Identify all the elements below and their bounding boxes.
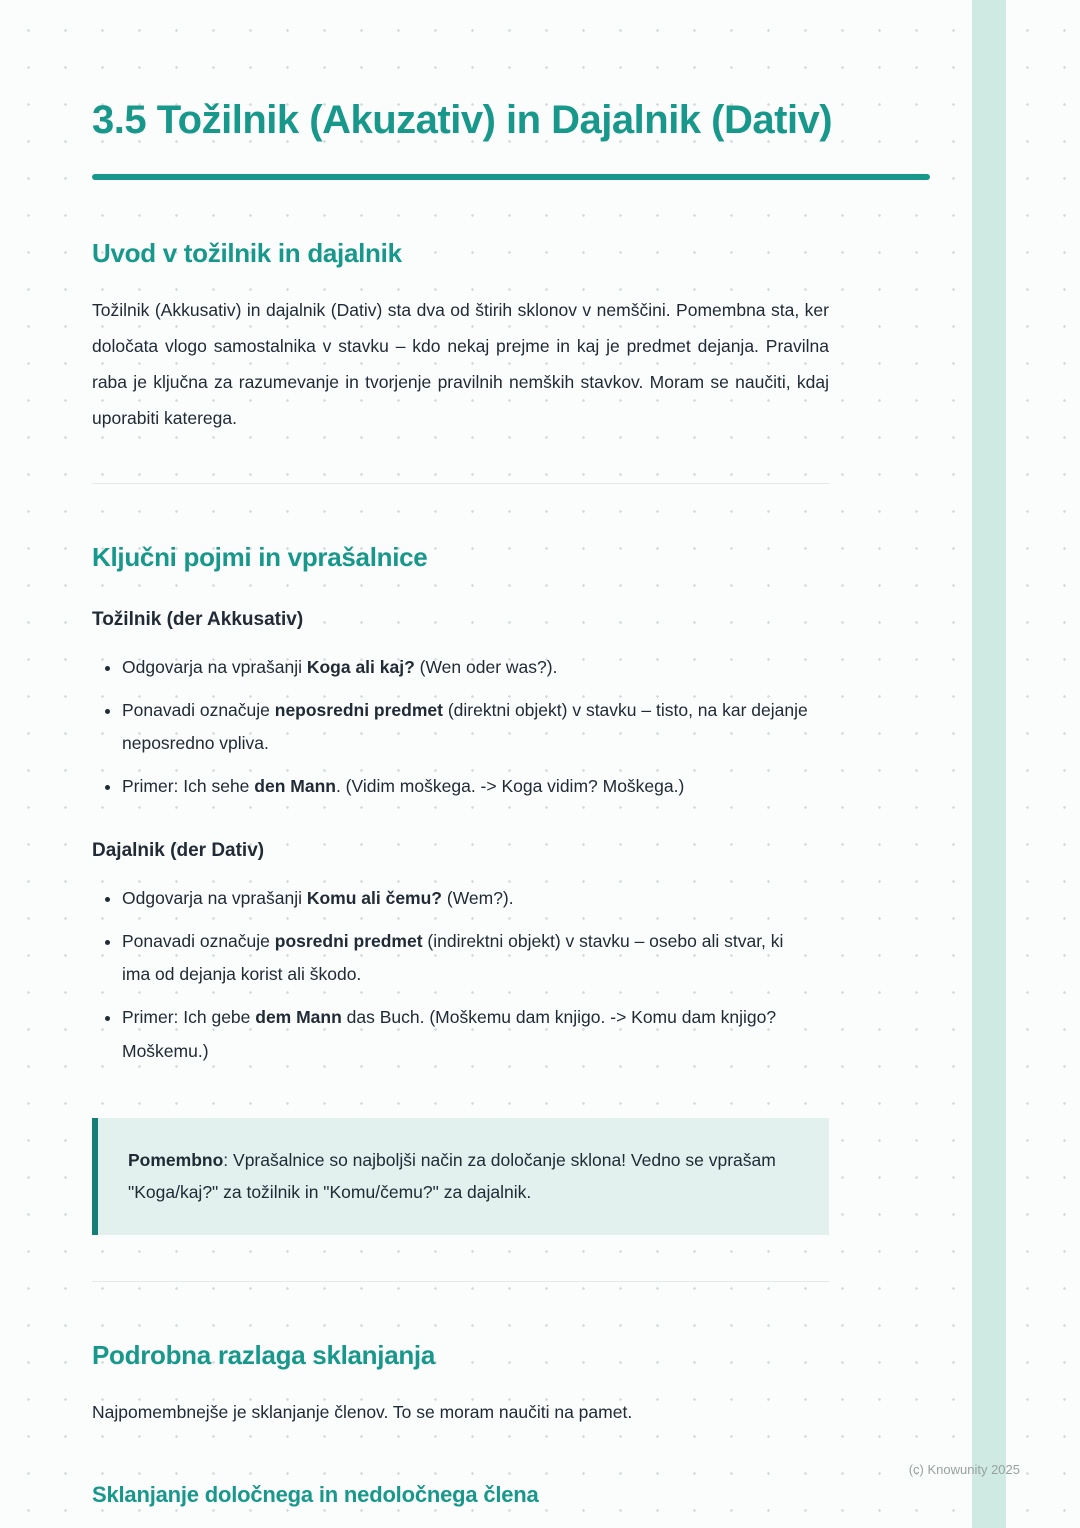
list-item: • Primer: Ich sehe den Mann. (Vidim moškega. -> Koga vidim? Moškega.) (122, 770, 816, 803)
list-item: • Primer: Ich gebe dem Mann das Buch. (Moškemu dam knjigo. -> Komu dam knjigo? Moškemu.) (122, 1001, 816, 1068)
important-callout (92, 1118, 829, 1235)
section-heading-concepts: Ključni pojmi in vprašalnice (92, 541, 428, 572)
intro-paragraph: Tožilnik (Akkusativ) in dajalnik (Dativ) sta dva od štirih sklonov v nemščini. Pomembna sta, ker določata vlogo samostalnika v stavku – kdo nekaj prejme in kaj je predmet dejanja. Pravilna raba je ključna za razumevanje in tvorjenje pravilnih nemških stavkov. Moram se naučiti, kdaj uporabiti katerega. (92, 300, 829, 428)
list-item: • Odgovarja na vprašanji Koga ali kaj? (Wen oder was?). (122, 651, 816, 684)
dativ-bullet-list (92, 882, 816, 1068)
declension-paragraph: Najpomembnejše je sklanjanje členov. To se moram naučiti na pamet. (92, 1401, 633, 1422)
section-heading-declension: Podrobna razlaga sklanjanja (92, 1339, 436, 1370)
subheading-dativ: Dajalnik (der Dativ) (92, 839, 265, 861)
title-divider-rule (92, 174, 930, 180)
subheading-article-declension: Sklanjanje določnega in nedoločnega člena (92, 1482, 539, 1508)
subheading-akkusativ: Tožilnik (der Akkusativ) (92, 608, 304, 630)
section-heading-intro: Uvod v tožilnik in dajalnik (92, 238, 402, 268)
list-item: • Ponavadi označuje neposredni predmet (direktni objekt) v stavku – tisto, na kar dejanje neposredno vpliva. (122, 694, 816, 761)
callout-text: Pomembno: Vprašalnice so najboljši način za določanje sklona! Vedno se vprašam "Koga/kaj?" za tožilnik in "Komu/čemu?" za dajalnik. (128, 1149, 776, 1203)
list-item: • Odgovarja na vprašanji Komu ali čemu? (Wem?). (122, 882, 816, 915)
decorative-right-stripe (972, 0, 1006, 1528)
page-title: 3.5 Tožilnik (Akuzativ) in Dajalnik (Dativ) (92, 98, 833, 142)
section-divider (92, 483, 829, 484)
copyright-footer: (c) Knowunity 2025 (908, 1462, 1020, 1477)
section-divider (92, 1281, 829, 1282)
list-item: • Ponavadi označuje posredni predmet (indirektni objekt) v stavku – osebo ali stvar, ki ima od dejanja korist ali škodo. (122, 925, 816, 992)
akkusativ-bullet-list (92, 651, 816, 804)
document-content (92, 94, 930, 1508)
